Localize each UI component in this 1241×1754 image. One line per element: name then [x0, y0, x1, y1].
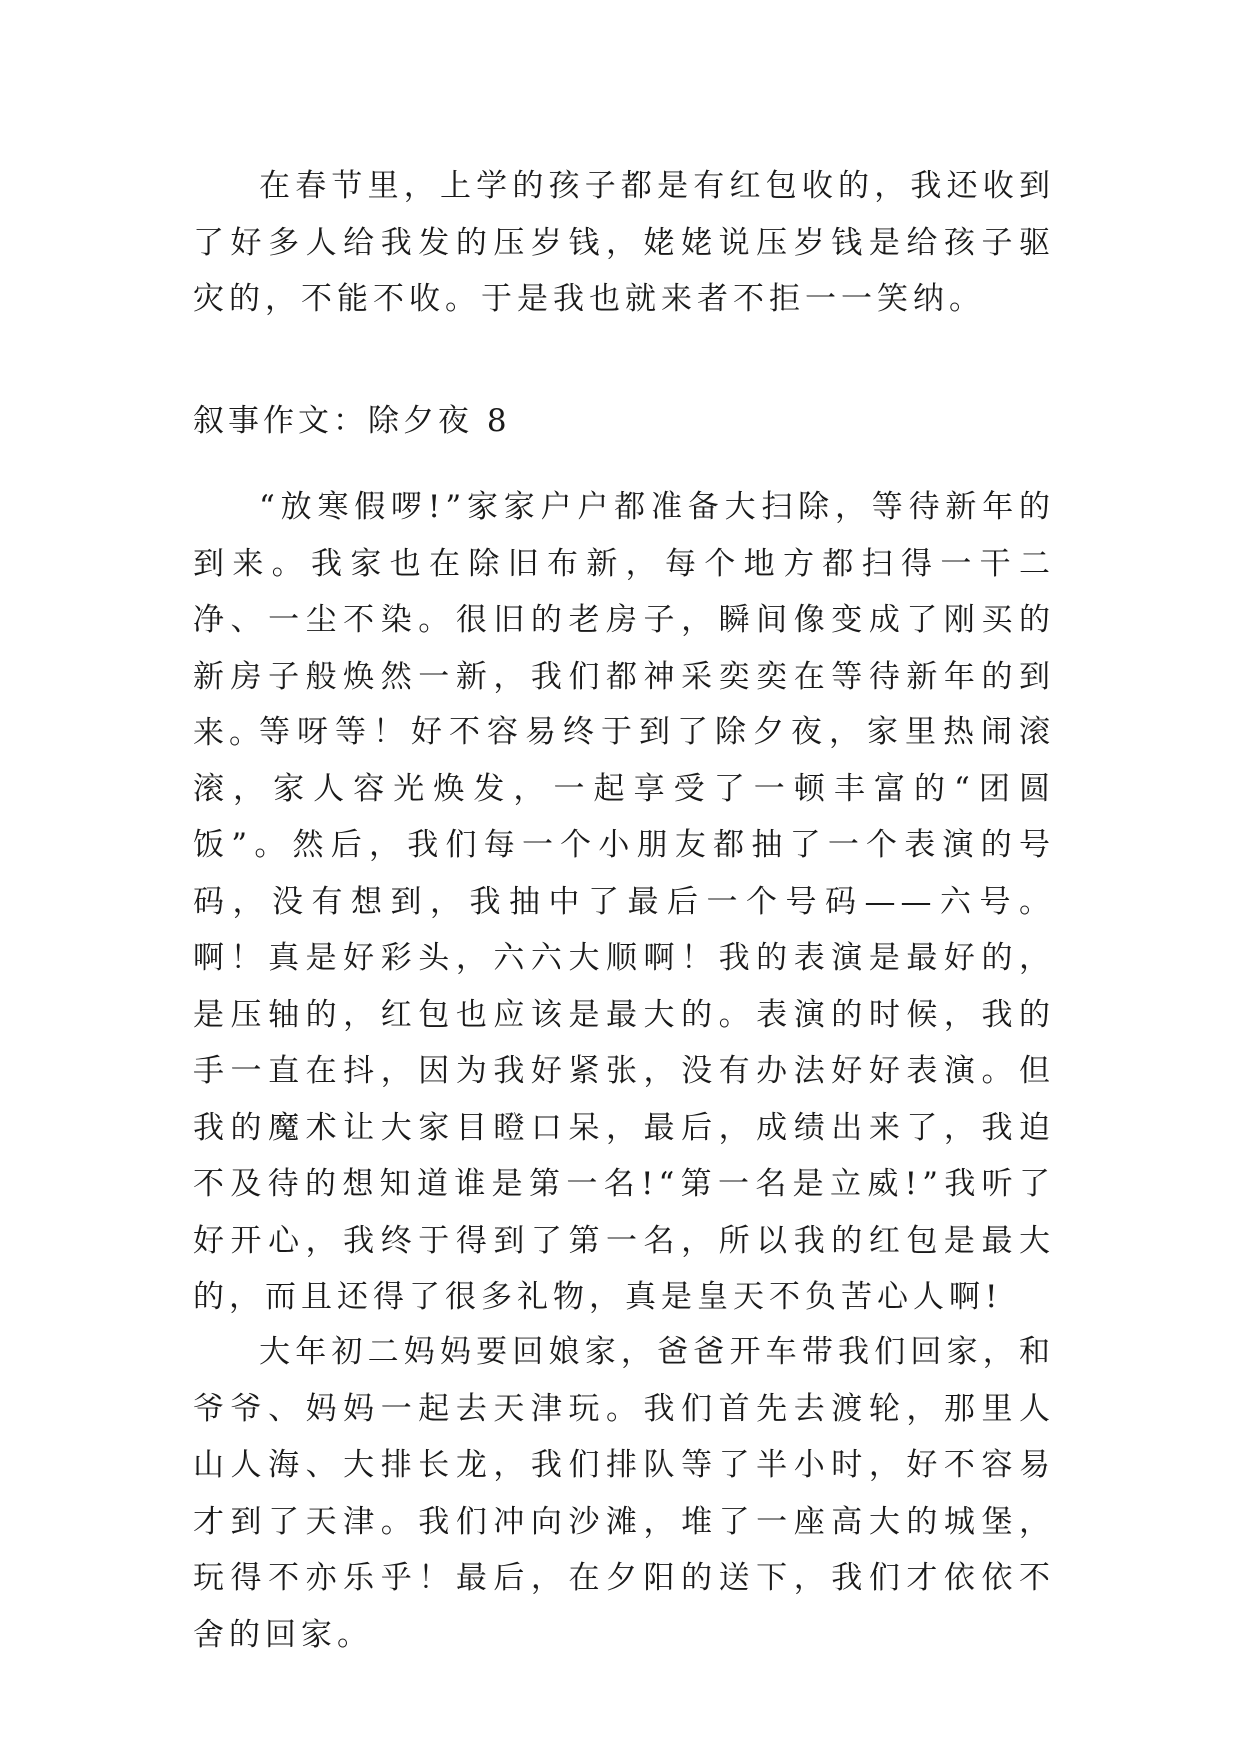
- paragraph-tianjin-trip: 大年初二妈妈要回娘家，爸爸开车带我们回家，和爷爷、妈妈一起去天津玩。我们首先去渡轮，那里人山人海、大排长龙，我们排队等了半小时，好不容易才到了天津。我们冲向沙滩，堆了一座高大的城堡，玩得不亦乐乎！最后，在夕阳的送下，我们才依依不舍的回家。: [193, 1334, 1055, 1653]
- paragraph-red-envelopes: 在春节里，上学的孩子都是有红包收的，我还收到了好多人给我发的压岁钱，姥姥说压岁钱是给孩子驱灾的，不能不收。于是我也就来者不拒一一笑纳。: [193, 168, 1055, 317]
- paragraph-new-years-eve: 等呀等！好不容易终于到了除夕夜，家里热闹滚滚，家人容光焕发，一起享受了一顿丰富的“团圆饭”。然后，我们每一个小朋友都抽了一个表演的号码，没有想到，我抽中了最后一个号码——六号。啊！真是好彩头，六六大顺啊！我的表演是最好的，是压轴的，红包也应该是最大的。表演的时候，我的手一直在抖，因为我好紧张，没有办法好好表演。但我的魔术让大家目瞪口呆，最后，成绩出来了，我迫不及待的想知道谁是第一名!“第一名是立威!”我听了好开心，我终于得到了第一名，所以我的红包是最大的，而且还得了很多礼物，真是皇天不负苦心人啊!: [193, 714, 1055, 1315]
- paragraph-winter-break: “放寒假啰!”家家户户都准备大扫除，等待新年的到来。我家也在除旧布新，每个地方都扫得一干二净、一尘不染。很旧的老房子，瞬间像变成了刚买的新房子般焕然一新，我们都神采奕奕在等待新年的到来。: [193, 489, 1055, 751]
- section-title: 叙事作文：除夕夜 8: [193, 403, 511, 439]
